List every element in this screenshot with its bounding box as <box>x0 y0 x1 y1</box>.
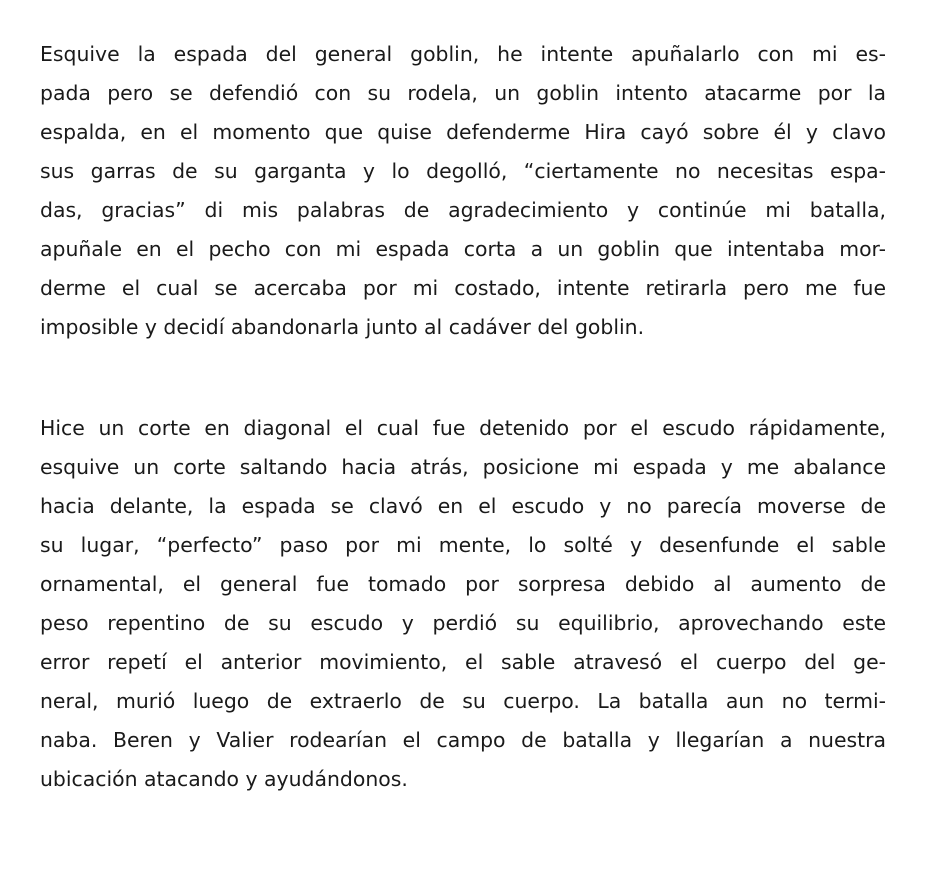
paragraph-2-line: esquive un corte saltando hacia atrás, posicione mi espada y me abalance <box>40 455 886 479</box>
paragraph-1-line: espalda, en el momento que quise defenderme Hira cayó sobre él y clavo <box>40 120 886 144</box>
paragraph-2-line: Hice un corte en diagonal el cual fue detenido por el escudo rápidamente, <box>40 416 886 440</box>
paragraph-2-line: neral, murió luego de extraerlo de su cuerpo. La batalla aun no termi- <box>40 689 886 713</box>
paragraph-2-line: su lugar, “perfecto” paso por mi mente, lo solté y desenfunde el sable <box>40 533 886 557</box>
paragraph-2 <box>40 409 886 799</box>
paragraph-1 <box>40 35 886 347</box>
paragraph-1-line: apuñale en el pecho con mi espada corta a un goblin que intentaba mor- <box>40 237 886 261</box>
paragraph-1-line: derme el cual se acercaba por mi costado, intente retirarla pero me fue <box>40 276 886 300</box>
paragraph-2-line: peso repentino de su escudo y perdió su equilibrio, aprovechando este <box>40 611 886 635</box>
paragraph-1-line: imposible y decidí abandonarla junto al cadáver del goblin. <box>40 315 645 339</box>
paragraph-1-line: pada pero se defendió con su rodela, un goblin intento atacarme por la <box>40 81 886 105</box>
paragraph-2-line: ornamental, el general fue tomado por sorpresa debido al aumento de <box>40 572 886 596</box>
paragraph-2-line: error repetí el anterior movimiento, el sable atravesó el cuerpo del ge- <box>40 650 886 674</box>
paragraph-1-line: das, gracias” di mis palabras de agradecimiento y continúe mi batalla, <box>40 198 886 222</box>
paragraph-2-line: hacia delante, la espada se clavó en el escudo y no parecía moverse de <box>40 494 886 518</box>
paragraph-1-line: sus garras de su garganta y lo degolló, “ciertamente no necesitas espa- <box>40 159 886 183</box>
paragraph-1-line: Esquive la espada del general goblin, he intente apuñalarlo con mi es- <box>40 42 886 66</box>
paragraph-2-line: ubicación atacando y ayudándonos. <box>40 767 408 791</box>
paragraph-2-line: naba. Beren y Valier rodearían el campo de batalla y llegarían a nuestra <box>40 728 886 752</box>
